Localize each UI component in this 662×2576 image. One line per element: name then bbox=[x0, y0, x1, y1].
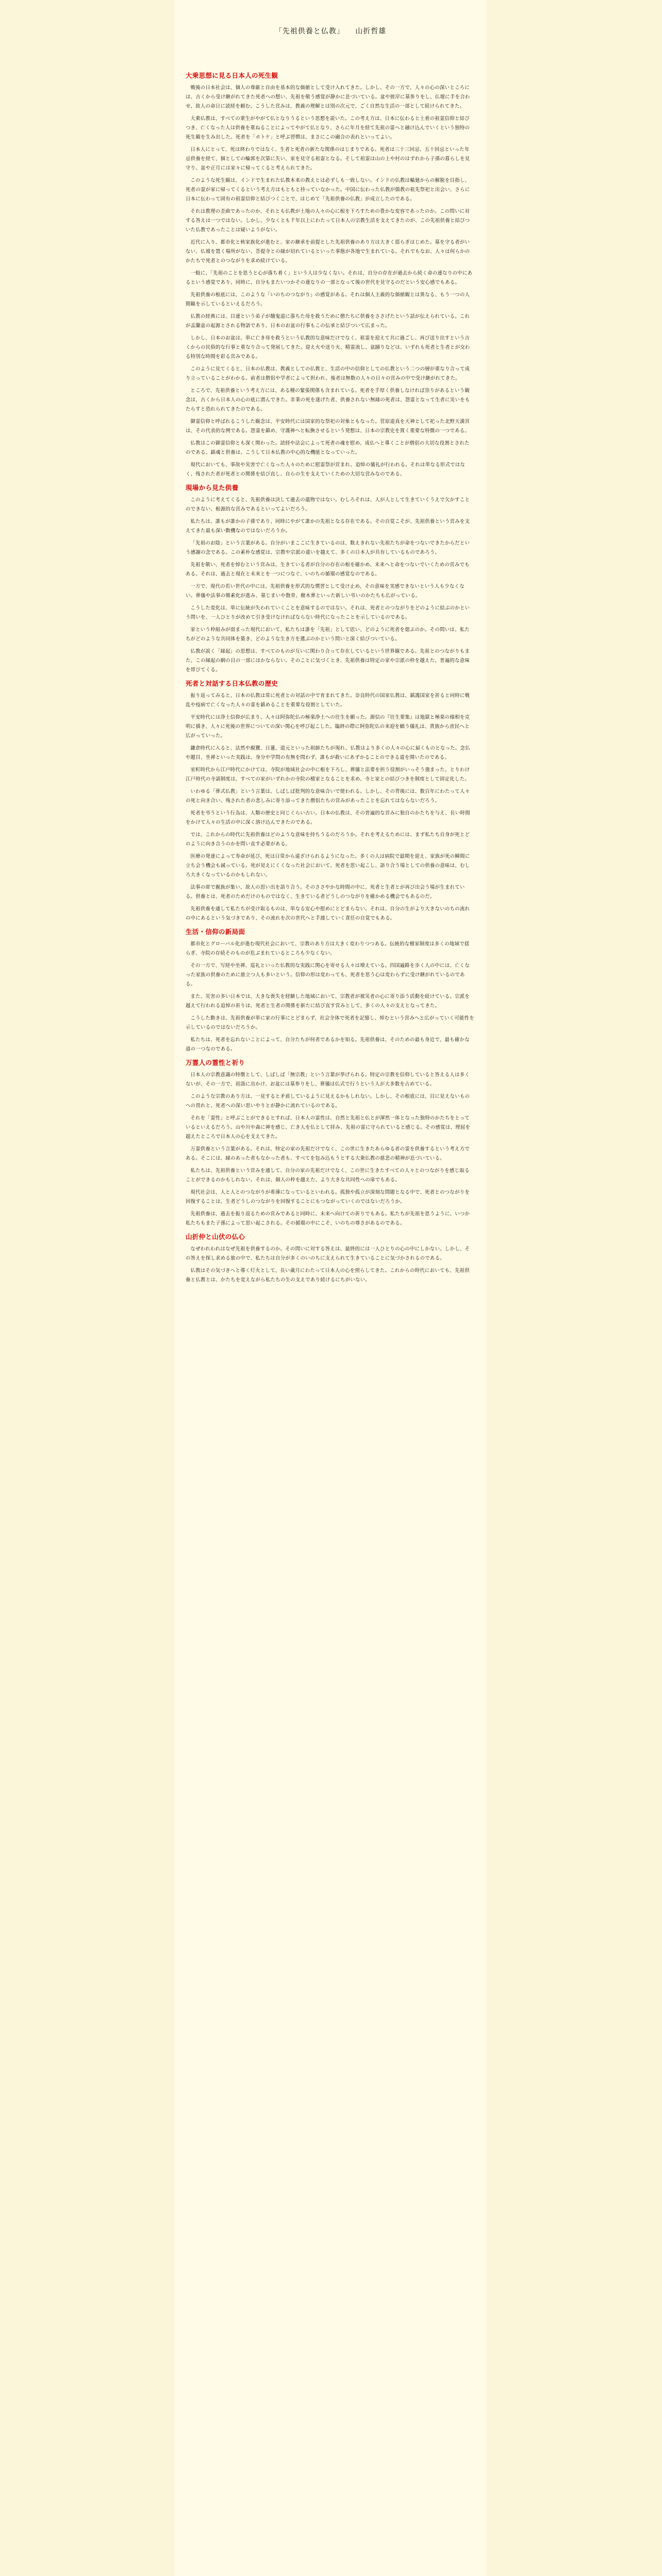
paragraph: このように見てくると、日本の仏教は、教義としての仏教と、生活の中の信仰としての仏教という二つの層が重なり合って成り立っていることがわかる。前者は僧侶や学者によって担われ、後者は無数の人々の日々の営みの中で受け継がれてきた。 bbox=[186, 366, 470, 381]
paragraph: 私たちは、死者を忘れないことによって、自分たちが何者であるかを知る。先祖供養は、そのための最も身近で、最も確かな道の一つなのである。 bbox=[186, 1037, 470, 1052]
paragraph: 仏教はその気づきへと導く灯火として、長い歳月にわたって日本人の心を照らしてきた。これからの時代においても、先祖供養と仏教とは、かたちを変えながら私たちの生の支えであり続けるにちがいない。 bbox=[186, 1268, 470, 1283]
article-section bbox=[186, 1232, 474, 1285]
paragraph: なぜわれわれはなぜ先祖を供養するのか。その問いに対する答えは、最終的には一人ひとりの心の中にしかない。しかし、その答えを探し求める旅の中で、私たちは自分が多くのいのちに支えられて生きていることに気づかされるのである。 bbox=[186, 1246, 470, 1261]
article-section bbox=[186, 679, 474, 827]
article-section bbox=[186, 386, 474, 479]
paragraph: 死者を弔うという行為は、人類の歴史と同じくらい古い。日本の仏教は、その普遍的な営みに独自のかたちを与え、長い時間をかけて人々の生活の中に深く溶け込んできたのである。 bbox=[186, 810, 470, 825]
paragraph: 御霊信仰と呼ばれるこうした観念は、平安時代には国家的な祭祀の対象ともなった。菅原道真を天神として祀った北野天満宮は、その代表的な例である。怨霊を鎮め、守護神へと転換させるという発想は、日本の宗教史を貫く重要な特徴の一つである。 bbox=[186, 419, 470, 434]
paragraph: 日本人にとって、死は終わりではなく、生者と死者の新たな関係のはじまりである。死者は三十三回忌、五十回忌といった年忌供養を経て、個としての輪郭を次第に失い、家を見守る祖霊となる。そして祖霊は山の上や村のはずれから子孫の暮らしを見守り、盆や正月には家々に帰ってくると考えられてきた。 bbox=[186, 147, 470, 171]
section-heading: 死者と対話する日本仏教の歴史 bbox=[186, 680, 278, 687]
paragraph: このような宗教のあり方は、一見すると矛盾しているように見えるかもしれない。しかし、その根底には、目に見えないものへの畏れと、死者への深い思いやりとが静かに流れているのである。 bbox=[186, 1094, 470, 1109]
article-author: 山折哲雄 bbox=[355, 27, 387, 36]
paragraph: では、これからの時代に先祖供養はどのような意味を持ちうるのだろうか。それを考えるためには、まず私たち自身が死とどのように向き合うのかを問い直す必要がある。 bbox=[186, 832, 470, 847]
paragraph: こうした動きは、先祖供養が単に家の行事にとどまらず、社会全体で死者を記憶し、悼むという営みへと広がっていく可能性を示しているのではないだろうか。 bbox=[186, 1015, 474, 1030]
paragraph: 現代においても、事故や災害で亡くなった人々のために慰霊祭が営まれ、追悼の儀礼が行われる。それは単なる形式ではなく、残された者が死者との関係を結び直し、自らの生を支えていくための大切な営みなのである。 bbox=[186, 462, 466, 477]
article-section bbox=[186, 1166, 474, 1228]
paragraph: こうした変化は、単に伝統が失われていくことを意味するのではない。それは、死者とのつながりをどのように結ぶのかという問いを、一人ひとりが改めて引き受けなければならない時代になったことを示しているのである。 bbox=[186, 605, 470, 620]
paragraph: 私たちは、誰もが誰かの子孫であり、同時にやがて誰かの先祖となる存在である。その自覚こそが、先祖供養という営みを支えてきた最も深い動機なのではないだろうか。 bbox=[186, 519, 470, 534]
paragraph: 室町時代から江戸時代にかけては、寺院が地域社会の中に根を下ろし、葬儀と法要を担う役割がいっそう強まった。とりわけ江戸時代の寺請制度は、すべての家がいずれかの寺院の檀家となることを求め、寺と家との結びつきを制度として固定化した。 bbox=[186, 767, 470, 782]
paragraph: 法事の席で親族が集い、故人の思い出を語り合う。そのささやかな時間の中に、死者と生者とが再び出会う場が生まれている。供養とは、死者のためだけのものではなく、生きている者どうしのつながりを確かめる機会でもあるのだ。 bbox=[186, 885, 465, 900]
paragraph: 万霊供養という言葉がある。それは、特定の家の先祖だけでなく、この世に生きたあらゆる者の霊を供養するという考え方である。そこには、縁のあった者もなかった者も、すべてを包み込もうとする大乗仏教の慈悲の精神が息づいている。 bbox=[186, 1146, 470, 1161]
section-heading: 山折仲と山伏の仏心 bbox=[186, 1233, 245, 1241]
paragraph: 近代に入り、都市化と核家族化が進むと、家の継承を前提とした先祖供養のあり方は大きく揺らぎはじめた。墓を守る者がいない、仏壇を置く場所がない、菩提寺との縁が切れているといった事態が各地で生まれている。それでもなお、人々は何らかのかたちで死者とのつながりを求め続けている。 bbox=[186, 240, 470, 264]
paragraph: また、災害の多い日本では、大きな喪失を経験した地域において、宗教者が被災者の心に寄り添う活動を続けている。宗派を越えて行われる追悼の祈りは、死者と生者の関係を新たに結び直す営みとして、多くの人々の支えとなってきた。 bbox=[186, 994, 470, 1009]
paragraph: 現代社会は、人と人とのつながりが希薄になっているといわれる。孤独や孤立が深刻な問題となる中で、死者とのつながりを回復することは、生者どうしのつながりを回復することにもつながっていくのではないだろうか。 bbox=[186, 1190, 470, 1205]
paragraph: その一方で、写経や坐禅、巡礼といった仏教的な実践に関心を寄せる人々は増えている。四国遍路を歩く人の中には、亡くなった家族の供養のために旅立つ人も多いという。信仰の形は変わっても、死者を思う心は変わらずに受け継がれているのである。 bbox=[186, 963, 470, 987]
article-section bbox=[186, 582, 474, 675]
paragraph: 先祖供養を通して私たちが受け取るものは、単なる安心や慰めにとどまらない。それは、自分の生がより大きないのちの流れの中にあるという気づきであり、その流れを次の世代へと手渡していく責任の自覚でもある。 bbox=[186, 906, 470, 921]
paragraph: 仏教はこの御霊信仰とも深く関わった。読経や法会によって死者の魂を慰め、成仏へと導くことが僧侶の大切な役割とされたのである。鎮魂と供養は、こうして日本仏教の中心的な機能となっていった。 bbox=[186, 440, 470, 455]
paragraph: 一般に、「先祖のことを思うと心が落ち着く」という人は少なくない。それは、自分の存在が過去から続く命の連なりの中にあるという感覚であり、同時に、自分もまたいつかその連なりの一部となって後の世代を見守るのだという安心感でもある。 bbox=[186, 270, 473, 285]
paragraph: 私たちは、先祖供養という営みを通して、自分の家の先祖だけでなく、この世に生きたすべての人々とのつながりを感じ取ることができるのかもしれない。それは、個人の枠を越えた、より大きな共同性への扉でもある。 bbox=[186, 1168, 470, 1183]
paragraph: 「先祖のお陰」という言葉がある。自分がいまここに生きているのは、数えきれない先祖たちが命をつないできたからだという感謝の念である。この素朴な感覚は、宗教や宗派の違いを越えて、多くの日本人が共有しているものであろう。 bbox=[186, 540, 470, 555]
section-heading: 大乗思想に見る日本人の死生観 bbox=[186, 72, 278, 79]
paragraph: それは教理の歪曲であったのか、それとも仏教が土地の人々の心に根を下ろすための豊かな変容であったのか。この問いに対する答えは一つではない。しかし、少なくとも千年以上にわたって日本人の宗教生活を支えてきたのが、この先祖供養と結びついた仏教であったことは疑いようがない。 bbox=[186, 209, 470, 233]
paragraph: 振り返ってみると、日本の仏教は常に死者との対話の中で育まれてきた。奈良時代の国家仏教は、鎮護国家を祈ると同時に戦乱や疫病で亡くなった人々の霊を鎮めることを重要な役割としていた。 bbox=[186, 693, 470, 708]
paragraph: このように考えてくると、先祖供養は決して過去の遺物ではない。むしろそれは、人が人として生きていくうえで欠かすことのできない、根源的な営みであるといってよいだろう。 bbox=[186, 497, 470, 512]
paragraph: 日本人の宗教意識の特徴として、しばしば「無宗教」という言葉が挙げられる。特定の宗教を信仰していると答える人は多くないが、その一方で、初詣に出かけ、お盆には墓参りをし、葬儀は仏式で行うという人が大多数を占めている。 bbox=[186, 1072, 470, 1087]
section-heading: 現場から見た供養 bbox=[186, 484, 239, 492]
article-page bbox=[174, 0, 487, 2576]
article-section bbox=[186, 71, 474, 266]
paragraph: しかし、日本のお盆は、単に亡き母を救うという仏教的な意味だけでなく、祖霊を迎えて共に過ごし、再び送り出すという古くからの民俗的な行事と重なり合って発展してきた。迎え火や送り火、精霊流し、盆踊りなどは、いずれも死者と生者とが交わる特別な時間を彩る営みである。 bbox=[186, 335, 470, 360]
paragraph: ところで、先祖供養という考え方には、ある種の緊張関係も含まれている。死者を手厚く供養しなければ祟りがあるという観念は、古くから日本人の心の底に潜んできた。非業の死を遂げた者、供養されない無縁の死者は、怨霊となって生者に災いをもたらすと恐れられてきたのである。 bbox=[186, 388, 470, 412]
article-section bbox=[186, 831, 474, 923]
paragraph: いわゆる「葬式仏教」という言葉は、しばしば批判的な意味合いで使われる。しかし、その背後には、数百年にわたって人々の死と向き合い、残された者の悲しみに寄り添ってきた僧侶たちの営みがあったことを忘れてはならないだろう。 bbox=[186, 789, 470, 804]
article-section bbox=[186, 1058, 474, 1163]
paragraph: 先祖供養の根底には、このような「いのちのつながり」の感覚がある。それは個人主義的な価値観とは異なる、もう一つの人間観を示しているといえるだろう。 bbox=[186, 292, 470, 307]
section-heading: 万霊人の霊性と祈り bbox=[186, 1059, 245, 1066]
article-header bbox=[174, 26, 487, 36]
section-heading: 生活・信仰の新局面 bbox=[186, 928, 245, 936]
article-section bbox=[186, 483, 474, 579]
article-section bbox=[186, 927, 474, 1054]
paragraph: 鎌倉時代に入ると、法然や親鸞、日蓮、道元といった祖師たちが現れ、仏教はより多くの人々の心に届くものとなった。念仏や題目、坐禅といった実践は、身分や学問の有無を問わず、誰もが救いにあずかることのできる道を開いたのである。 bbox=[186, 745, 470, 760]
article-body bbox=[186, 67, 474, 1288]
paragraph: 先祖供養は、過去を振り返るための営みであると同時に、未来へ向けての祈りでもある。私たちが先祖を思うように、いつか私たちもまた子孫によって思い起こされる。その循環の中にこそ、いのちの尊さがあるのである。 bbox=[186, 1211, 470, 1226]
paragraph: 医療の発達によって寿命が延び、死は日常から遠ざけられるようになった。多くの人は病院で最期を迎え、家族が死の瞬間に立ち会う機会も減っている。死が見えにくくなった社会において、死者を思い起こし、語り合う場としての供養の意味は、むしろ大きくなっているのかもしれない。 bbox=[186, 854, 470, 878]
paragraph: それを「霊性」と呼ぶことができるとすれば、日本人の霊性は、自然と先祖と仏とが渾然一体となった独特のかたちをとっているといえるだろう。山や川や森に神を感じ、亡き人を仏として拝み、先祖の霊に守られていると感じる。その感覚は、理屈を超えたところで日本人の心を支えてきた。 bbox=[186, 1115, 471, 1140]
paragraph: 一方で、現代の若い世代の中には、先祖供養を形式的な慣習として受け止め、その意味を実感できないという人も少なくない。葬儀や法事の簡素化が進み、墓じまいや散骨、樹木葬といった新しい弔いのかたちも広がっている。 bbox=[186, 584, 465, 599]
paragraph: 平安時代には浄土信仰が広まり、人々は阿弥陀仏の極楽浄土への往生を願った。源信の『往生要集』は地獄と極楽の様相を克明に描き、人々に死後の世界についての深い関心を呼び起こした。臨終の際に阿弥陀仏の来迎を願う儀礼は、貴族から庶民へと広がっていった。 bbox=[186, 715, 470, 739]
paragraph: 戦後の日本社会は、個人の尊厳と自由を基本的な価値として受け入れてきた。しかし、その一方で、人々の心の深いところには、古くから受け継がれてきた死者への想い、先祖を敬う感覚が静かに息づいている。盆や彼岸に墓参りをし、仏壇に手を合わせ、故人の命日に読経を頼む。こうした営みは、教義の理解とは別の次元で、ごく自然な生活の一部として続けられてきた。 bbox=[186, 85, 470, 109]
article-title: 「先祖供養と仏教」 bbox=[274, 27, 344, 36]
paragraph: 仏教が説く「縁起」の思想は、すべてのものが互いに関わり合って存在しているという世界観である。先祖とのつながりもまた、この縁起の網の目の一部にほかならない。そのことに気づくとき、先祖供養は特定の家や宗派の枠を越えた、普遍的な意味を帯びてくる。 bbox=[186, 649, 470, 673]
paragraph: 都市化とグローバル化が進む現代社会において、宗教のあり方は大きく変わりつつある。伝統的な檀家制度は多くの地域で揺らぎ、寺院の存続そのものが危ぶまれているところも少なくない。 bbox=[186, 941, 470, 956]
paragraph: 仏教の経典には、目連という弟子が餓鬼道に落ちた母を救うために僧たちに供養をささげたという話が伝えられている。これが盂蘭盆の起源とされる物語であり、日本のお盆の行事もこの伝承と結びついて広まった。 bbox=[186, 314, 470, 329]
paragraph: このような死生観は、インドで生まれた仏教本来の教えとは必ずしも一致しない。インドの仏教は輪廻からの解脱を目指し、死者の霊が家に帰ってくるという考え方はもともと持っていなかった。中国に伝わった仏教が儒教の祖先祭祀と出会い、さらに日本に伝わって固有の祖霊信仰と結びつくことで、はじめて「先祖供養の仏教」が成立したのである。 bbox=[186, 178, 470, 202]
paragraph: 家という枠組みが弱まった現代において、私たちは誰を「先祖」として思い、どのように死者を偲ぶのか。その問いは、私たちがどのような共同体を築き、どのような生き方を選ぶのかという問いと深く結びついている。 bbox=[186, 627, 470, 642]
paragraph: 先祖を敬い、死者を悼むという営みは、生きている者が自分の存在の根を確かめ、未来へと命をつないでいくための営みでもある。それは、過去と現在と未来とを一つにつなぐ、いのちの循環の感覚なのである。 bbox=[186, 562, 470, 577]
article-section bbox=[186, 269, 474, 383]
paragraph: 大乗仏教は、すべての衆生がやがて仏となりうるという思想を説いた。この考え方は、日本に伝わると土着の祖霊信仰と結びつき、亡くなった人は供養を重ねることによってやがて仏となり、さらに年月を経て先祖の霊へと融け込んでいくという独特の死生観を生み出した。死者を「ホトケ」と呼ぶ習慣は、まさにこの融合の表れといってよい。 bbox=[186, 116, 470, 140]
